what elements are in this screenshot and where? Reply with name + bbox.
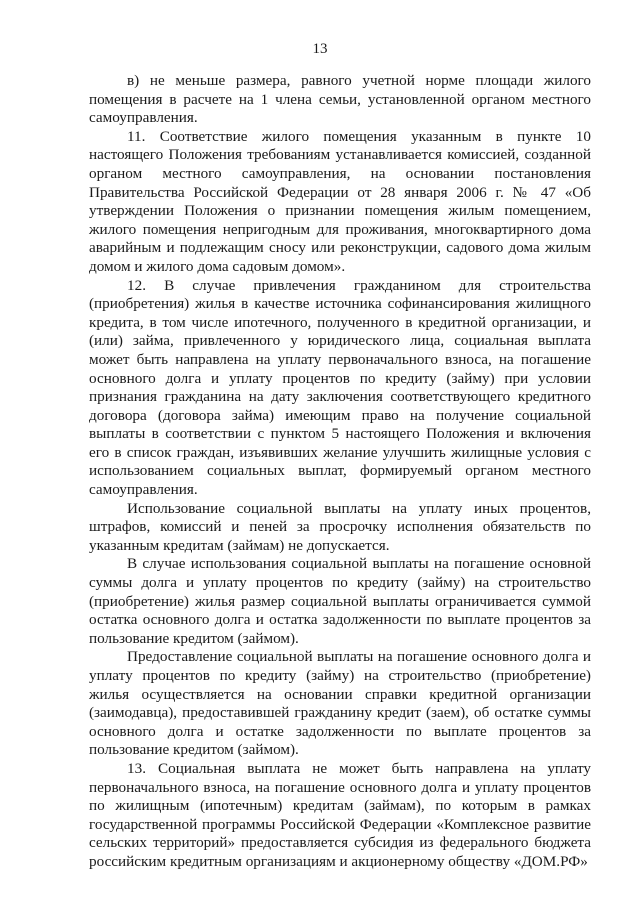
paragraph-item-11: 11. Соответствие жилого помещения указанным в пункте 10 настоящего Положения требованиям устанавливается комиссией, созданной органом местного самоуправления, на основании постановления Правительства Российской Федерации от 28 января 2006 г. № 47 «Об утверждении Положения о признании помещения жилым помещением, жилого помещения непригодным для проживания, многоквартирного дома аварийным и подлежащим сносу или реконструкции, садового дома жилым домом и жилого дома садовым домом». [89, 127, 591, 275]
paragraph-item-12-debt-limit: В случае использования социальной выплаты на погашение основной суммы долга и уплату процентов по кредиту (займу) на строительство (приобретение) жилья размер социальной выплаты ограничивается суммой остатка основного долга и остатка задолженности по выплате процентов за пользование кредитом (займом). [89, 555, 591, 647]
document-body [89, 72, 591, 872]
page-number: 13 [312, 41, 328, 57]
paragraph-item-12-certificate: Предоставление социальной выплаты на погашение основного долга и уплату процентов по кредиту (займу) на строительство (приобретение) жилья осуществляется на основании справки кредитной организации (заимодавца), предоставившей гражданину кредит (заем), об остатке суммы основного долга и остатке задолженности по выплате процентов за пользование кредитом (займом). [89, 648, 591, 759]
paragraph-item-13: 13. Социальная выплата не может быть направлена на уплату первоначального взноса, на погашение основного долга и уплату процентов по жилищным (ипотечным) кредитам (займам), по которым в рамках государственной программы Российской Федерации «Комплексное развитие сельских территорий» предоставляется субсидия из федерального бюджета российским кредитным организациям и акционерному обществу «ДОМ.РФ» [89, 759, 591, 870]
paragraph-item-12-other-interest: Использование социальной выплаты на уплату иных процентов, штрафов, комиссий и пеней за просрочку исполнения обязательств по указанным кредитам (займам) не допускается. [89, 499, 591, 554]
paragraph-subitem-v: в) не меньше размера, равного учетной норме площади жилого помещения в расчете на 1 члена семьи, установленной органом местного самоуправления. [89, 72, 591, 127]
paragraph-item-12: 12. В случае привлечения гражданином для строительства (приобретения) жилья в качестве источника софинансирования жилищного кредита, в том числе ипотечного, полученного в кредитной организации, и (или) займа, привлеченного у юридического лица, социальная выплата может быть направлена на уплату первоначального взноса, на погашение основного долга и уплату процентов по кредиту (займу) при условии признания гражданина на дату заключения соответствующего кредитного договора (договора займа) имеющим право на получение социальной выплаты в соответствии с пунктом 5 настоящего Положения и включения его в список граждан, изъявивших желание улучшить жилищные условия с использованием социальных выплат, формируемый органом местного самоуправления. [89, 276, 591, 499]
